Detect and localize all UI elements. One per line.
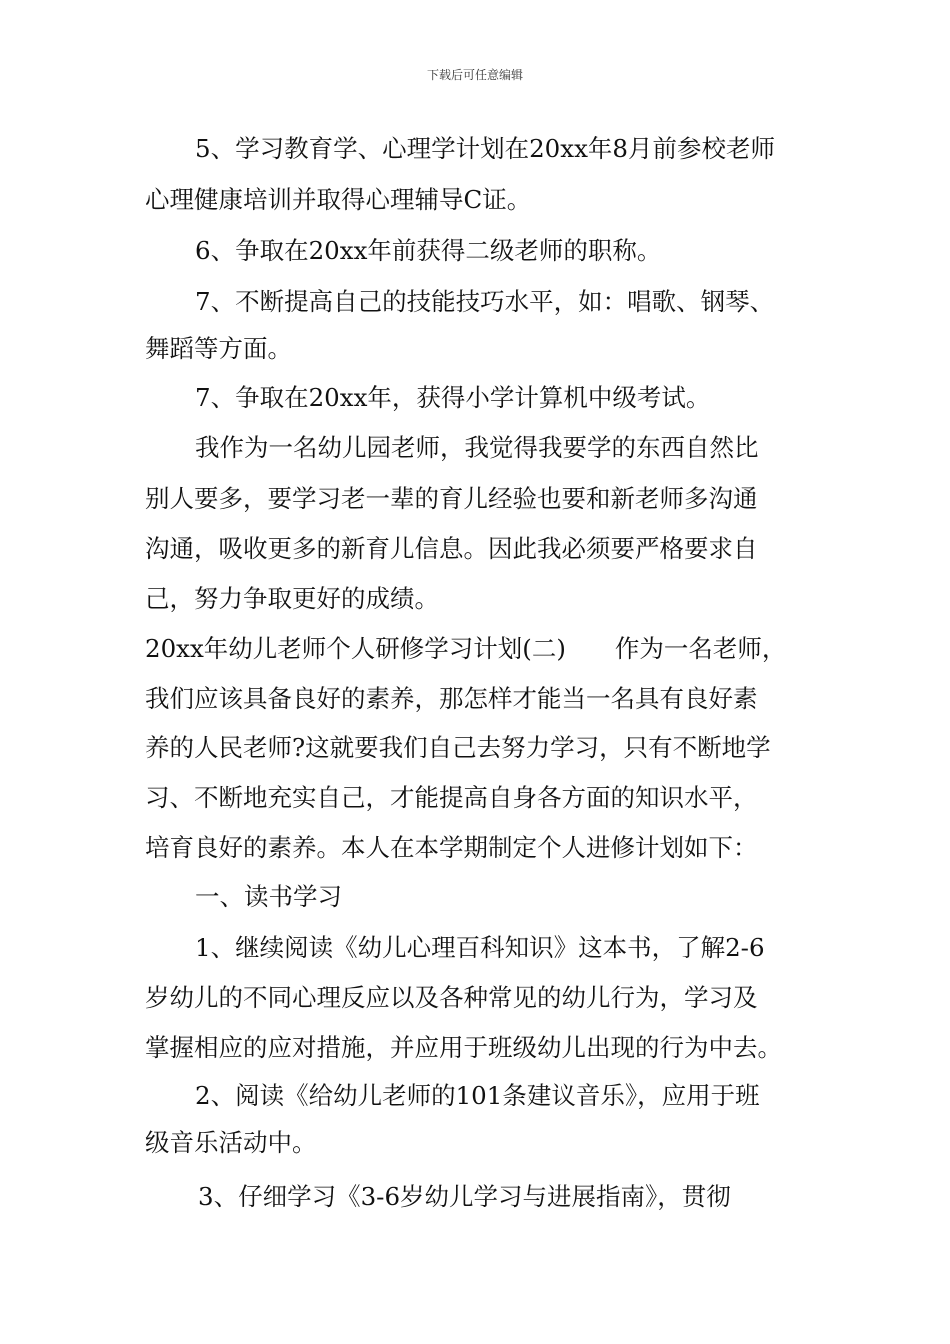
text-line: 心理健康培训并取得心理辅导C证。 [145,185,532,214]
text-line: 级音乐活动中。 [145,1128,317,1157]
text-line: 岁幼儿的不同心理反应以及各种常见的幼儿行为，学习及 [145,983,758,1012]
text-line: 7、争取在20xx年，获得小学计算机中级考试。 [195,383,711,412]
page-header: 下载后可任意编辑 [426,68,523,82]
text-line: 3、仔细学习《3-6岁幼儿学习与进展指南》，贯彻 [198,1182,731,1211]
text-line: 1、继续阅读《幼儿心理百科知识》这本书，了解2-6 [195,933,765,962]
text-line: 5、学习教育学、心理学计划在20xx年8月前参校老师 [195,134,775,163]
text-line: 6、争取在20xx年前获得二级老师的职称。 [195,236,662,265]
text-line: 己，努力争取更好的成绩。 [145,584,439,613]
text-line: 沟通，吸收更多的新育儿信息。因此我必须要严格要求自 [145,534,758,563]
text-line: 掌握相应的应对措施，并应用于班级幼儿出现的行为中去。 [145,1033,782,1062]
text-line: 2、阅读《给幼儿老师的101条建议音乐》，应用于班 [195,1081,760,1110]
section-heading: 一、读书学习 [195,882,342,911]
text-line: 我们应该具备良好的素养，那怎样才能当一名具有良好素 [145,684,758,713]
text-line: 20xx年幼儿老师个人研修学习计划(二) 作为一名老师， [145,634,787,663]
text-line: 养的人民老师?这就要我们自己去努力学习，只有不断地学 [145,733,771,762]
text-line: 舞蹈等方面。 [145,334,292,363]
text-line: 我作为一名幼儿园老师，我觉得我要学的东西自然比 [195,433,759,462]
text-line: 别人要多，要学习老一辈的育儿经验也要和新老师多沟通 [145,484,758,513]
text-line: 7、不断提高自己的技能技巧水平，如：唱歌、钢琴、 [195,287,775,316]
text-line: 培育良好的素养。本人在本学期制定个人进修计划如下： [145,833,758,862]
text-line: 习、不断地充实自己，才能提高自身各方面的知识水平， [145,783,758,812]
